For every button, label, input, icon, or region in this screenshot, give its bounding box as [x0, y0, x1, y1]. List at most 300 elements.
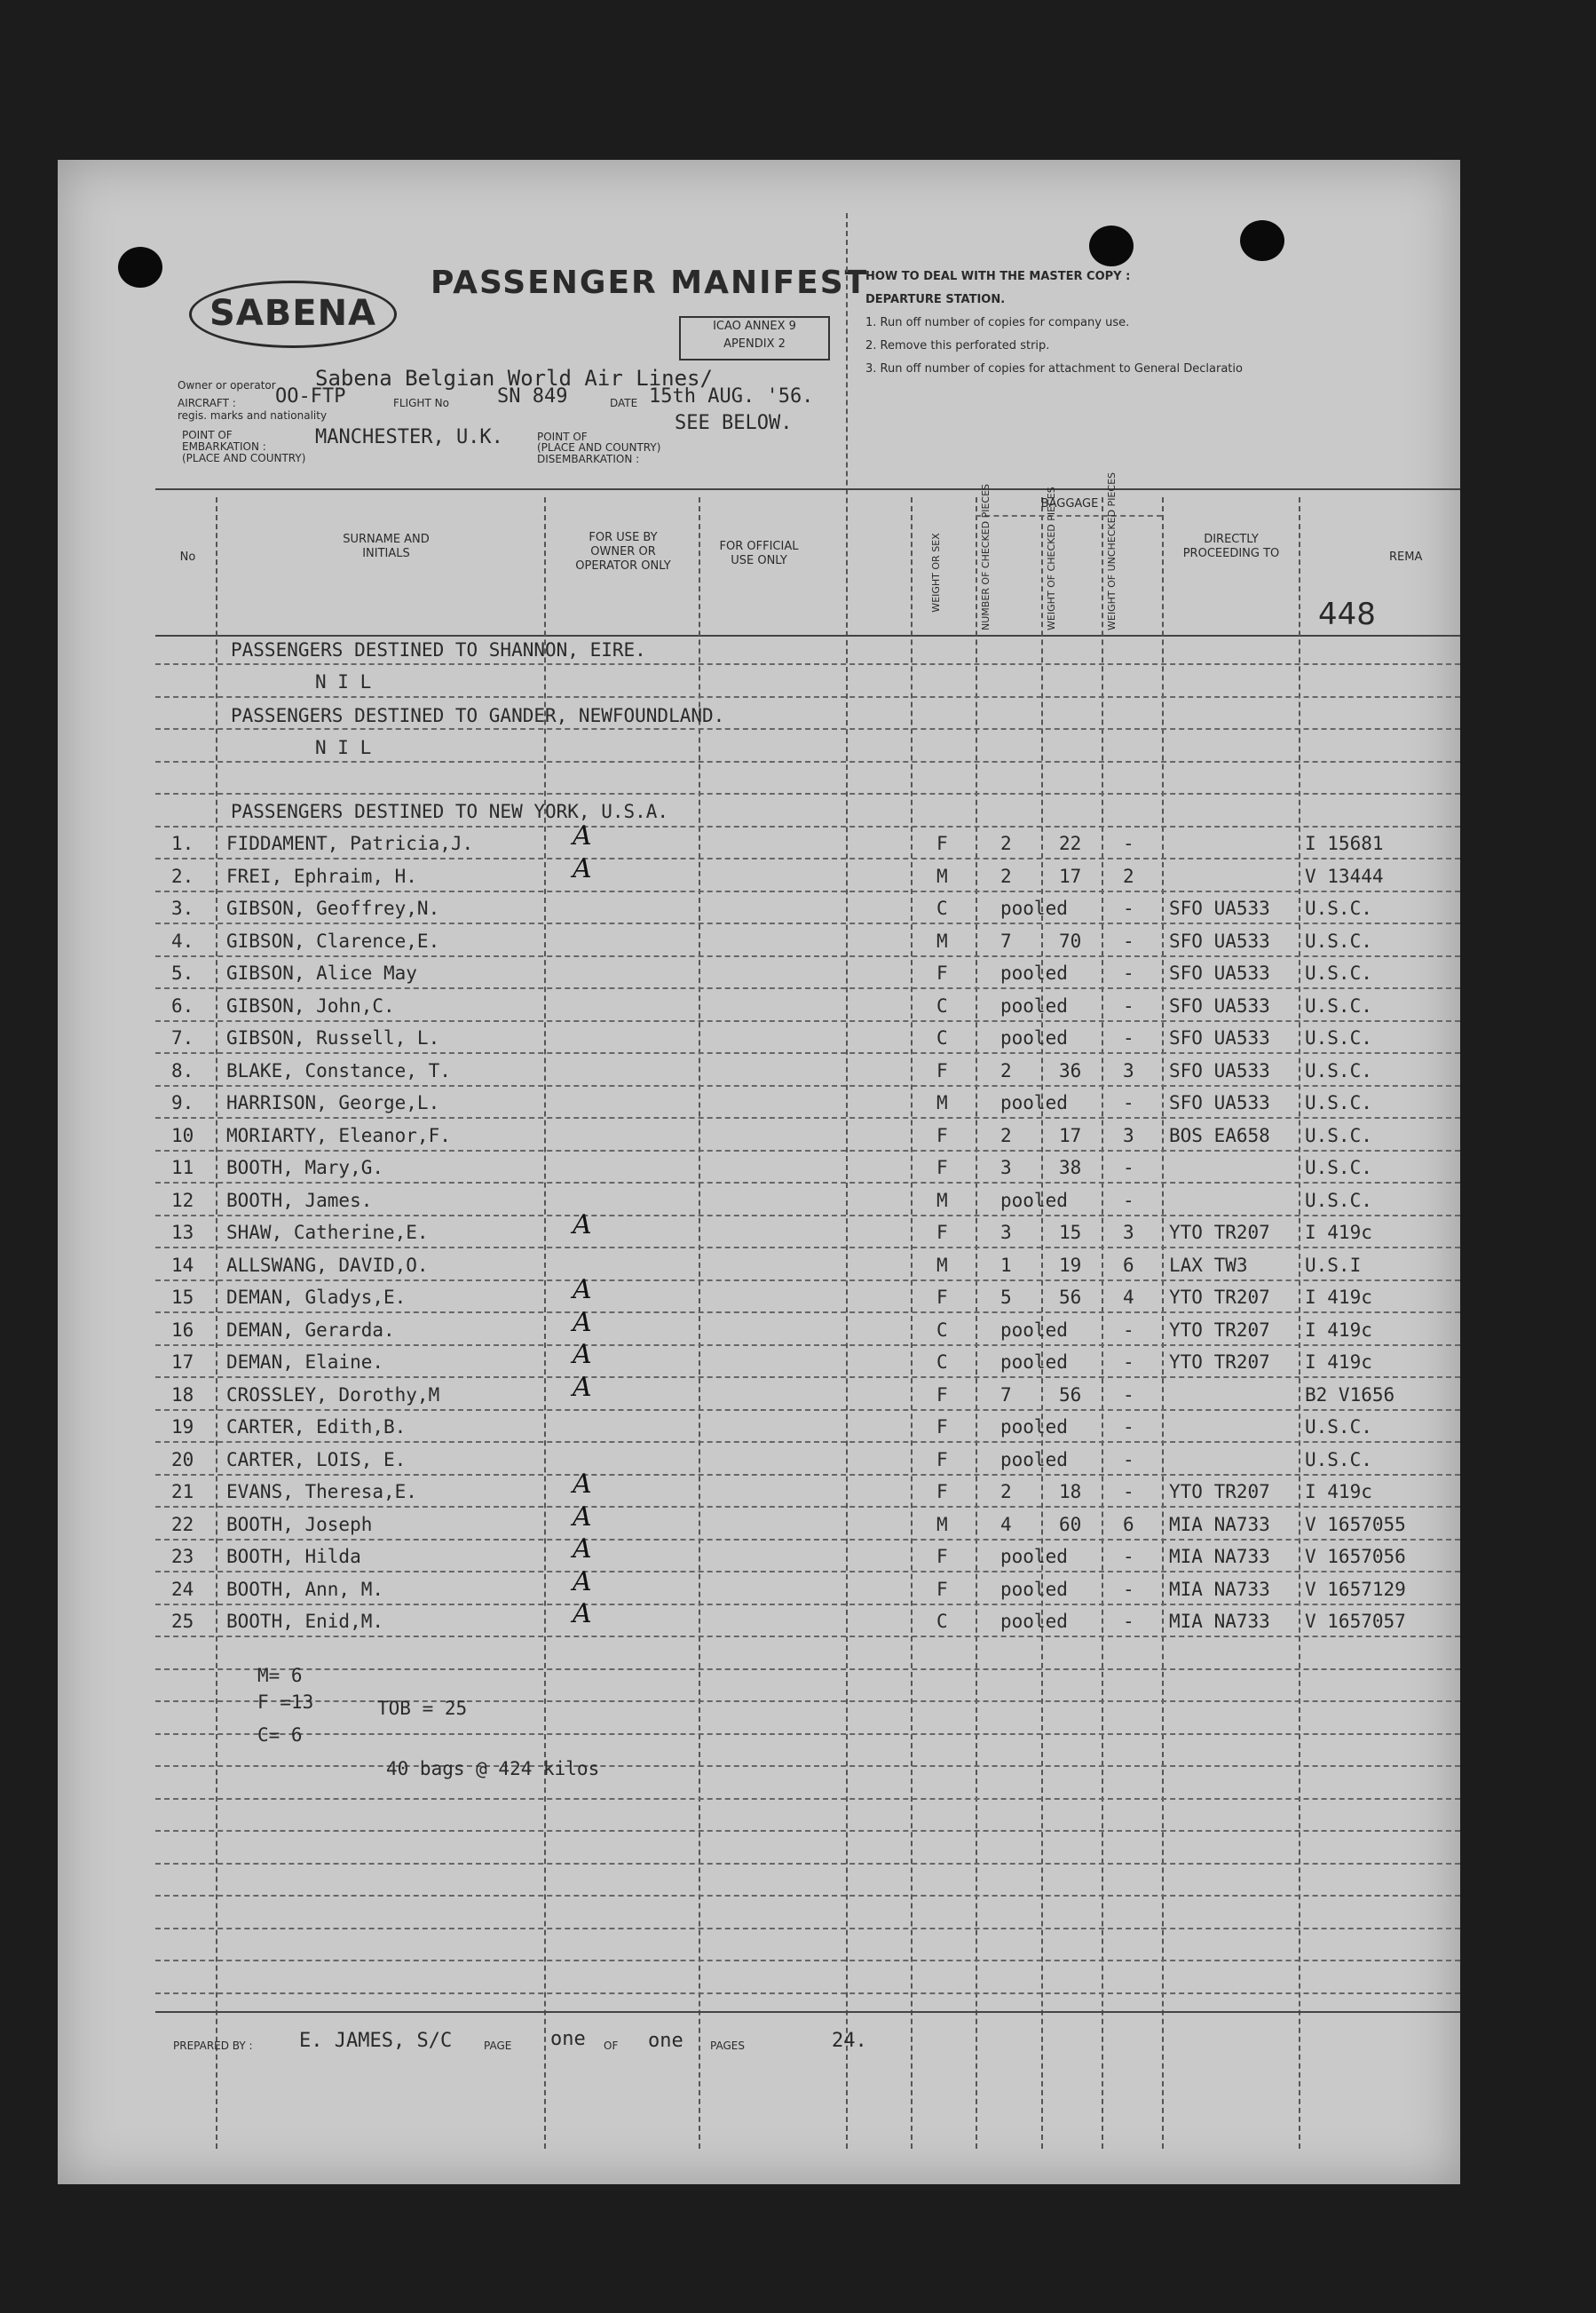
remarks-cell: U.S.I — [1305, 1255, 1362, 1276]
manifest-sheet — [58, 160, 1460, 2184]
owner-label: Owner or operator — [178, 379, 276, 392]
row-rule — [155, 1863, 1460, 1865]
section-note: N I L — [315, 671, 372, 693]
row-rule — [155, 955, 1460, 957]
checked-pieces-cell: pooled — [1000, 1027, 1068, 1049]
weight-sex-cell: C — [936, 1027, 948, 1049]
handwritten-mark: A — [573, 1339, 592, 1370]
row-number: 1. — [171, 833, 194, 854]
proceeding-cell: SFO UA533 — [1169, 995, 1270, 1017]
remarks-cell: U.S.C. — [1305, 1416, 1372, 1438]
passenger-name: HARRISON, George,L. — [226, 1092, 440, 1113]
checked-weight-cell: 70 — [1059, 931, 1082, 952]
col-divider — [1102, 497, 1103, 2149]
passenger-name: BOOTH, Enid,M. — [226, 1611, 384, 1632]
weight-sex-cell: F — [936, 1384, 948, 1406]
row-rule — [155, 1539, 1460, 1541]
remarks-cell: U.S.C. — [1305, 1125, 1372, 1146]
annex-line: APENDIX 2 — [723, 337, 786, 351]
remarks-cell: U.S.C. — [1305, 1060, 1372, 1081]
remarks-cell: V 1657129 — [1305, 1579, 1406, 1600]
row-rule — [155, 1150, 1460, 1152]
unchecked-cell: - — [1123, 898, 1134, 919]
row-number: 21 — [171, 1481, 194, 1502]
section-heading: PASSENGERS DESTINED TO SHANNON, EIRE. — [231, 639, 646, 661]
checked-pieces-cell: pooled — [1000, 1092, 1068, 1113]
passenger-name: DEMAN, Gladys,E. — [226, 1287, 407, 1308]
punch-hole — [1089, 226, 1134, 266]
handwritten-mark: A — [573, 1566, 592, 1597]
row-number: 19 — [171, 1416, 194, 1438]
remarks-cell: I 419c — [1305, 1481, 1372, 1502]
proceeding-cell: YTO TR207 — [1169, 1222, 1270, 1243]
unchecked-cell: - — [1123, 1384, 1134, 1406]
checked-pieces-cell: 3 — [1000, 1157, 1012, 1178]
date-label: DATE — [610, 397, 638, 409]
checked-pieces-cell: pooled — [1000, 1190, 1068, 1211]
unchecked-cell: - — [1123, 1027, 1134, 1049]
of-value: one — [648, 2030, 683, 2052]
unchecked-cell: 3 — [1123, 1060, 1134, 1081]
row-number: 18 — [171, 1384, 194, 1406]
unchecked-cell: 3 — [1123, 1222, 1134, 1243]
aircraft-value: OO-FTP — [275, 385, 346, 408]
table-header-rule — [155, 635, 1460, 637]
flight-value: SN 849 — [497, 385, 568, 408]
disembark-label: DISEMBARKATION : — [537, 453, 640, 465]
proceeding-cell: SFO UA533 — [1169, 962, 1270, 984]
row-rule — [155, 1247, 1460, 1248]
checked-pieces-cell: 2 — [1000, 1060, 1012, 1081]
unchecked-cell: - — [1123, 931, 1134, 952]
row-number: 22 — [171, 1514, 194, 1535]
disembark-value: SEE BELOW. — [675, 412, 793, 434]
remarks-cell: U.S.C. — [1305, 962, 1372, 984]
weight-sex-cell: F — [936, 833, 948, 854]
unchecked-cell: - — [1123, 1416, 1134, 1438]
handwritten-mark: A — [573, 820, 592, 852]
row-number: 20 — [171, 1449, 194, 1470]
unchecked-cell: - — [1123, 1611, 1134, 1632]
unchecked-cell: - — [1123, 1351, 1134, 1373]
row-number: 14 — [171, 1255, 194, 1276]
proceeding-cell: SFO UA533 — [1169, 1092, 1270, 1113]
row-number: 17 — [171, 1351, 194, 1373]
passenger-name: MORIARTY, Eleanor,F. — [226, 1125, 451, 1146]
embark-label: POINT OF — [182, 429, 233, 441]
page-value: one — [550, 2028, 586, 2050]
flight-label: FLIGHT No — [393, 397, 449, 409]
remarks-cell: U.S.C. — [1305, 1027, 1372, 1049]
row-rule — [155, 1215, 1460, 1216]
col-header-unchecked-weight: WEIGHT OF UNCHECKED PIECES — [1106, 472, 1118, 630]
proceeding-cell: MIA NA733 — [1169, 1514, 1270, 1535]
of-label: OF — [604, 2040, 619, 2052]
row-rule — [155, 1052, 1460, 1054]
manifest-title: PASSENGER MANIFEST — [431, 265, 869, 301]
unchecked-cell: - — [1123, 1092, 1134, 1113]
row-rule — [155, 1344, 1460, 1346]
remarks-cell: U.S.C. — [1305, 1449, 1372, 1470]
unchecked-cell: 4 — [1123, 1287, 1134, 1308]
instruction-line: HOW TO DEAL WITH THE MASTER COPY : — [865, 270, 1131, 283]
row-number: 7. — [171, 1027, 194, 1049]
baggage-rule — [976, 515, 1162, 517]
instruction-line: 2. Remove this perforated strip. — [865, 339, 1050, 352]
row-rule — [155, 1441, 1460, 1443]
passenger-name: CARTER, LOIS, E. — [226, 1449, 407, 1470]
checked-weight-cell: 38 — [1059, 1157, 1082, 1178]
punch-hole — [118, 247, 162, 288]
row-rule — [155, 891, 1460, 892]
aircraft-label: AIRCRAFT : — [178, 397, 236, 409]
proceeding-cell: BOS EA658 — [1169, 1125, 1270, 1146]
checked-pieces-cell: pooled — [1000, 1546, 1068, 1567]
sabena-logo: SABENA — [189, 281, 397, 348]
row-number: 10 — [171, 1125, 194, 1146]
date-value: 15th AUG. '56. — [649, 385, 814, 408]
unchecked-cell: - — [1123, 1546, 1134, 1567]
weight-sex-cell: F — [936, 1546, 948, 1567]
col-header-no: No — [179, 551, 196, 564]
weight-sex-cell: M — [936, 1514, 948, 1535]
checked-pieces-cell: 7 — [1000, 1384, 1012, 1406]
unchecked-cell: - — [1123, 1319, 1134, 1341]
col-divider — [911, 497, 913, 2149]
remarks-cell: U.S.C. — [1305, 898, 1372, 919]
weight-sex-cell: C — [936, 1611, 948, 1632]
section-heading: PASSENGERS DESTINED TO NEW YORK, U.S.A. — [231, 801, 669, 822]
passenger-name: GIBSON, Geoffrey,N. — [226, 898, 440, 919]
embark-label: EMBARKATION : — [182, 440, 266, 453]
disembark-label: POINT OF — [537, 431, 588, 443]
checked-weight-cell: 17 — [1059, 866, 1082, 887]
row-rule — [155, 1085, 1460, 1087]
page-stamp: 448 — [1318, 597, 1376, 632]
col-divider — [699, 497, 700, 2149]
disembark-label: (PLACE AND COUNTRY) — [537, 441, 661, 454]
proceeding-cell: SFO UA533 — [1169, 1060, 1270, 1081]
checked-pieces-cell: 2 — [1000, 1481, 1012, 1502]
row-rule — [155, 1604, 1460, 1605]
punch-hole — [1240, 220, 1284, 261]
checked-weight-cell: 19 — [1059, 1255, 1082, 1276]
unchecked-cell: 2 — [1123, 866, 1134, 887]
total-children: C= 6 — [257, 1724, 303, 1746]
weight-sex-cell: C — [936, 1351, 948, 1373]
checked-weight-cell: 56 — [1059, 1384, 1082, 1406]
row-rule — [155, 1928, 1460, 1929]
proceeding-cell: MIA NA733 — [1169, 1611, 1270, 1632]
weight-sex-cell: F — [936, 962, 948, 984]
col-header-official-use: FOR OFFICIAL USE ONLY — [719, 540, 799, 567]
icao-annex-box — [679, 316, 830, 360]
annex-line: ICAO ANNEX 9 — [713, 320, 796, 333]
col-header-checked-pieces: NUMBER OF CHECKED PIECES — [980, 483, 992, 630]
checked-pieces-cell: 5 — [1000, 1287, 1012, 1308]
remarks-cell: I 419c — [1305, 1287, 1372, 1308]
row-number: 3. — [171, 898, 194, 919]
weight-sex-cell: F — [936, 1579, 948, 1600]
passenger-name: GIBSON, John,C. — [226, 995, 395, 1017]
passenger-name: BOOTH, Mary,G. — [226, 1157, 384, 1178]
passenger-name: FIDDAMENT, Patricia,J. — [226, 833, 474, 854]
regis-label: regis. marks and nationality — [178, 409, 328, 422]
col-header-proceeding: DIRECTLY PROCEEDING TO — [1182, 533, 1280, 560]
proceeding-cell: YTO TR207 — [1169, 1287, 1270, 1308]
row-rule — [155, 1311, 1460, 1313]
remarks-cell: B2 V1656 — [1305, 1384, 1395, 1406]
checked-pieces-cell: 1 — [1000, 1255, 1012, 1276]
owner-value: Sabena Belgian World Air Lines/ — [315, 366, 713, 391]
remarks-cell: U.S.C. — [1305, 1092, 1372, 1113]
passenger-name: DEMAN, Gerarda. — [226, 1319, 395, 1341]
col-divider — [216, 497, 217, 2149]
handwritten-mark: A — [573, 1274, 592, 1305]
unchecked-cell: 3 — [1123, 1125, 1134, 1146]
remarks-cell: U.S.C. — [1305, 995, 1372, 1017]
row-rule — [155, 1182, 1460, 1184]
weight-sex-cell: F — [936, 1222, 948, 1243]
passenger-name: DEMAN, Elaine. — [226, 1351, 384, 1373]
unchecked-cell: - — [1123, 1579, 1134, 1600]
embark-label: (PLACE AND COUNTRY) — [182, 452, 306, 464]
checked-pieces-cell: pooled — [1000, 1416, 1068, 1438]
weight-sex-cell: F — [936, 1157, 948, 1178]
row-rule — [155, 858, 1460, 859]
page-label: PAGE — [484, 2040, 512, 2052]
handwritten-mark: A — [573, 1533, 592, 1564]
instruction-line: DEPARTURE STATION. — [865, 293, 1006, 306]
embark-value: MANCHESTER, U.K. — [315, 426, 503, 448]
col-header-owner-use: FOR USE BY OWNER OR OPERATOR ONLY — [575, 531, 671, 573]
checked-weight-cell: 17 — [1059, 1125, 1082, 1146]
proceeding-cell: YTO TR207 — [1169, 1319, 1270, 1341]
row-rule — [155, 1506, 1460, 1508]
row-rule — [155, 1830, 1460, 1832]
checked-pieces-cell: 3 — [1000, 1222, 1012, 1243]
passenger-name: BOOTH, Ann, M. — [226, 1579, 384, 1600]
unchecked-cell: - — [1123, 1449, 1134, 1470]
col-divider — [1299, 497, 1300, 2149]
weight-sex-cell: F — [936, 1481, 948, 1502]
unchecked-cell: 6 — [1123, 1514, 1134, 1535]
proceeding-cell: YTO TR207 — [1169, 1481, 1270, 1502]
unchecked-cell: - — [1123, 962, 1134, 984]
checked-pieces-cell: pooled — [1000, 962, 1068, 984]
row-rule — [155, 1409, 1460, 1411]
row-rule — [155, 1117, 1460, 1119]
passenger-name: GIBSON, Clarence,E. — [226, 931, 440, 952]
weight-sex-cell: C — [936, 898, 948, 919]
section-note: N I L — [315, 737, 372, 758]
weight-sex-cell: F — [936, 1449, 948, 1470]
row-rule — [155, 1700, 1460, 1702]
remarks-cell: I 419c — [1305, 1319, 1372, 1341]
unchecked-cell: - — [1123, 833, 1134, 854]
baggage-total: 40 bags @ 424 kilos — [386, 1758, 600, 1779]
proceeding-cell: YTO TR207 — [1169, 1351, 1270, 1373]
instruction-line: 1. Run off number of copies for company use. — [865, 316, 1130, 329]
passenger-name: GIBSON, Alice May — [226, 962, 417, 984]
weight-sex-cell: F — [936, 1060, 948, 1081]
passenger-name: GIBSON, Russell, L. — [226, 1027, 440, 1049]
perforation-line — [846, 213, 848, 2149]
proceeding-cell: MIA NA733 — [1169, 1579, 1270, 1600]
weight-sex-cell: M — [936, 1255, 948, 1276]
remarks-cell: U.S.C. — [1305, 1157, 1372, 1178]
checked-pieces-cell: pooled — [1000, 1449, 1068, 1470]
passenger-name: EVANS, Theresa,E. — [226, 1481, 417, 1502]
passenger-name: SHAW, Catherine,E. — [226, 1222, 429, 1243]
handwritten-mark: A — [573, 1209, 592, 1240]
passenger-name: BLAKE, Constance, T. — [226, 1060, 451, 1081]
checked-weight-cell: 15 — [1059, 1222, 1082, 1243]
col-divider — [1162, 497, 1164, 2149]
proceeding-cell: SFO UA533 — [1169, 1027, 1270, 1049]
passenger-name: BOOTH, James. — [226, 1190, 373, 1211]
unchecked-cell: - — [1123, 1481, 1134, 1502]
row-number: 4. — [171, 931, 194, 952]
total-male: M= 6 — [257, 1665, 303, 1686]
checked-pieces-cell: pooled — [1000, 1611, 1068, 1632]
col-header-baggage: BAGGAGE — [1040, 497, 1099, 511]
unchecked-cell: - — [1123, 995, 1134, 1017]
prepared-value: E. JAMES, S/C — [299, 2030, 453, 2052]
row-number: 15 — [171, 1287, 194, 1308]
proceeding-cell: MIA NA733 — [1169, 1546, 1270, 1567]
weight-sex-cell: F — [936, 1416, 948, 1438]
row-rule — [155, 1474, 1460, 1476]
handwritten-mark: A — [573, 853, 592, 884]
row-number: 5. — [171, 962, 194, 984]
row-rule — [155, 663, 1460, 665]
col-header-remarks: REMA — [1389, 551, 1423, 564]
checked-weight-cell: 18 — [1059, 1481, 1082, 1502]
row-rule — [155, 1636, 1460, 1637]
row-rule — [155, 1020, 1460, 1022]
handwritten-mark: A — [573, 1598, 592, 1629]
row-rule — [155, 1798, 1460, 1800]
unchecked-cell: 6 — [1123, 1255, 1134, 1276]
proceeding-cell: SFO UA533 — [1169, 931, 1270, 952]
remarks-cell: V 1657057 — [1305, 1611, 1406, 1632]
table-bottom-rule — [155, 2011, 1460, 2013]
checked-weight-cell: 56 — [1059, 1287, 1082, 1308]
checked-weight-cell: 22 — [1059, 833, 1082, 854]
checked-pieces-cell: 2 — [1000, 1125, 1012, 1146]
col-header-surname: SURNAME AND INITIALS — [343, 533, 430, 560]
weight-sex-cell: C — [936, 1319, 948, 1341]
checked-pieces-cell: 4 — [1000, 1514, 1012, 1535]
passenger-name: BOOTH, Hilda — [226, 1546, 361, 1567]
row-rule — [155, 761, 1460, 763]
weight-sex-cell: C — [936, 995, 948, 1017]
row-rule — [155, 1765, 1460, 1767]
col-divider — [976, 497, 977, 2149]
row-rule — [155, 793, 1460, 795]
passenger-name: CROSSLEY, Dorothy,M — [226, 1384, 440, 1406]
passenger-name: CARTER, Edith,B. — [226, 1416, 407, 1438]
total-on-board: TOB = 25 — [377, 1698, 468, 1719]
remarks-cell: I 419c — [1305, 1351, 1372, 1373]
row-rule — [155, 1992, 1460, 1994]
pages-label: PAGES — [710, 2040, 745, 2052]
handwritten-mark: A — [573, 1469, 592, 1500]
remarks-cell: V 1657055 — [1305, 1514, 1406, 1535]
remarks-cell: I 419c — [1305, 1222, 1372, 1243]
checked-pieces-cell: pooled — [1000, 1351, 1068, 1373]
row-number: 25 — [171, 1611, 194, 1632]
total-female: F =13 — [257, 1691, 314, 1713]
checked-pieces-cell: pooled — [1000, 1319, 1068, 1341]
row-rule — [155, 1895, 1460, 1897]
col-header-weight-sex: WEIGHT OR SEX — [930, 533, 942, 613]
handwritten-mark: A — [573, 1372, 592, 1403]
checked-weight-cell: 60 — [1059, 1514, 1082, 1535]
row-number: 24 — [171, 1579, 194, 1600]
stub-number: 24. — [832, 2030, 867, 2052]
instruction-line: 3. Run off number of copies for attachment to General Declaratio — [865, 362, 1243, 376]
row-number: 11 — [171, 1157, 194, 1178]
row-rule — [155, 728, 1460, 730]
row-number: 6. — [171, 995, 194, 1017]
unchecked-cell: - — [1123, 1190, 1134, 1211]
passenger-name: BOOTH, Joseph — [226, 1514, 373, 1535]
row-number: 13 — [171, 1222, 194, 1243]
row-number: 16 — [171, 1319, 194, 1341]
row-rule — [155, 1960, 1460, 1961]
passenger-name: ALLSWANG, DAVID,O. — [226, 1255, 429, 1276]
col-header-checked-weight: WEIGHT OF CHECKED PIECES — [1046, 487, 1057, 630]
checked-pieces-cell: pooled — [1000, 898, 1068, 919]
remarks-cell: I 15681 — [1305, 833, 1384, 854]
row-rule — [155, 923, 1460, 924]
checked-weight-cell: 36 — [1059, 1060, 1082, 1081]
checked-pieces-cell: pooled — [1000, 1579, 1068, 1600]
checked-pieces-cell: 7 — [1000, 931, 1012, 952]
prepared-label: PREPARED BY : — [173, 2040, 253, 2052]
row-number: 12 — [171, 1190, 194, 1211]
checked-pieces-cell: 2 — [1000, 833, 1012, 854]
weight-sex-cell: M — [936, 1190, 948, 1211]
remarks-cell: V 1657056 — [1305, 1546, 1406, 1567]
remarks-cell: V 13444 — [1305, 866, 1384, 887]
row-rule — [155, 1733, 1460, 1735]
remarks-cell: U.S.C. — [1305, 931, 1372, 952]
row-rule — [155, 826, 1460, 828]
weight-sex-cell: M — [936, 1092, 948, 1113]
remarks-cell: U.S.C. — [1305, 1190, 1372, 1211]
col-divider — [544, 497, 546, 2149]
row-rule — [155, 1571, 1460, 1572]
row-rule — [155, 987, 1460, 989]
handwritten-mark: A — [573, 1307, 592, 1338]
checked-pieces-cell: 2 — [1000, 866, 1012, 887]
proceeding-cell: LAX TW3 — [1169, 1255, 1248, 1276]
row-rule — [155, 1279, 1460, 1281]
checked-pieces-cell: pooled — [1000, 995, 1068, 1017]
weight-sex-cell: M — [936, 931, 948, 952]
table-top-rule — [155, 488, 1460, 490]
section-heading: PASSENGERS DESTINED TO GANDER, NEWFOUNDLAND. — [231, 705, 725, 726]
row-number: 23 — [171, 1546, 194, 1567]
passenger-name: FREI, Ephraim, H. — [226, 866, 417, 887]
weight-sex-cell: M — [936, 866, 948, 887]
row-number: 8. — [171, 1060, 194, 1081]
row-number: 9. — [171, 1092, 194, 1113]
proceeding-cell: SFO UA533 — [1169, 898, 1270, 919]
